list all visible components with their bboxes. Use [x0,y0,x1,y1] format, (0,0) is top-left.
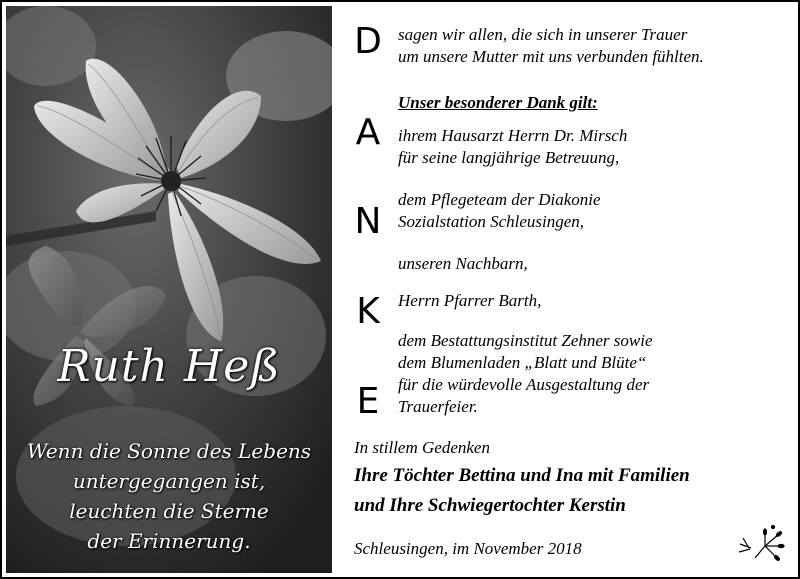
intro-text [398,24,704,68]
thanks-line: für seine langjährige Betreuung, [398,148,620,167]
memory-line: In stillem Gedenken [354,438,490,457]
danke-letter-d: D [354,21,382,62]
thanks-item-neighbors [398,253,528,275]
place-date: Schleusingen, im November 2018 [354,539,582,558]
leaf-ornament-icon [735,524,785,564]
deceased-name: Ruth Heß [57,341,281,392]
danke-letter-n: N [354,201,382,242]
thanks-line: dem Pflegeteam der Diakonie [398,190,601,209]
verse-line: der Erinnerung. [87,529,251,553]
thanks-line: ihrem Hausarzt Herrn Dr. Mirsch [398,126,628,145]
thanks-item-care-team [398,189,601,233]
verse-line: Wenn die Sonne des Lebens [26,439,312,463]
thanks-item-pastor [398,290,541,312]
family-line: und Ihre Schwiegertochter Kerstin [354,495,626,516]
thanks-line: dem Bestattungsinstitut Zehner sowie [398,331,653,350]
thanks-line: für die würdevolle Ausgestaltung der [398,375,650,394]
danke-letter-a: A [355,112,381,153]
thanks-line: Herrn Pfarrer Barth, [398,291,542,310]
thanks-item-funeral [398,330,653,418]
thanks-line: Trauerfeier. [398,397,478,416]
thanks-line: Sozialstation Schleusingen, [398,212,585,231]
thanks-item-doctor [398,125,627,169]
verse-line: untergegangen ist, [72,469,266,493]
thanks-line: unseren Nachbarn, [398,254,528,273]
danke-letter-k: K [356,291,380,332]
flower-photo [6,6,332,573]
intro-line: um unsere Mutter mit uns verbunden fühlten. [398,47,704,66]
family-line: Ihre Töchter Bettina und Ina mit Familien [354,465,690,486]
thanks-line: dem Blumenladen „Blatt und Blüte“ [398,353,647,372]
thanks-heading: Unser besonderer Dank gilt: [398,93,598,112]
memorial-verse [6,436,332,556]
intro-line: sagen wir allen, die sich in unserer Trauer [398,25,688,44]
danke-letter-e: E [356,381,380,422]
verse-line: leuchten die Sterne [69,499,269,523]
